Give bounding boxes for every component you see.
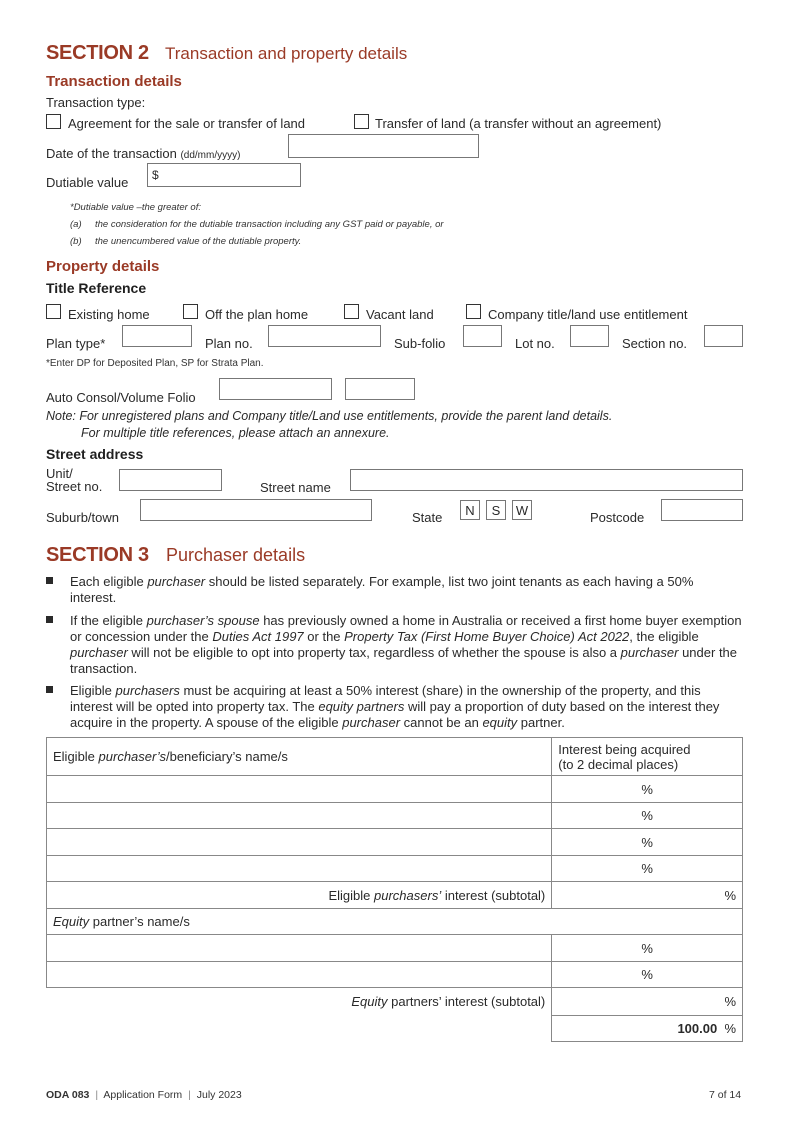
section3-title: Purchaser details	[166, 545, 306, 565]
total-value: 100.00	[677, 1021, 718, 1036]
header-interest-cell	[552, 738, 743, 776]
transaction-details-heading: Transaction details	[46, 73, 182, 90]
section3-number: SECTION 3	[46, 544, 149, 566]
transfer-label: Transfer of land (a transfer without an agreement)	[375, 116, 662, 131]
postcode-input[interactable]	[661, 499, 743, 521]
existing-home-label: Existing home	[68, 307, 150, 322]
sub-folio-label: Sub-folio	[394, 336, 446, 351]
total-cell	[552, 1016, 743, 1042]
postcode-label: Postcode	[590, 510, 645, 525]
bullet-marker	[46, 577, 53, 584]
purchaser-name-input[interactable]	[47, 856, 552, 882]
dutiable-value-input[interactable]	[147, 163, 301, 187]
state-s-box[interactable]: S	[486, 500, 506, 520]
auto-consol-label: Auto Consol/Volume Folio	[46, 390, 196, 405]
purchasers-subtotal-input[interactable]: %	[552, 882, 743, 909]
page-number: 7 of 14	[709, 1089, 742, 1101]
equity-interest-input[interactable]: %	[552, 935, 743, 962]
total-row	[47, 1016, 743, 1042]
table-header-row	[47, 738, 743, 776]
footer-form: Application Form	[103, 1089, 183, 1101]
date-input[interactable]	[288, 134, 479, 158]
company-title-checkbox[interactable]	[466, 304, 481, 319]
title-note-line2: For multiple title references, please attach an annexure.	[81, 426, 390, 440]
section-no-label: Section no.	[622, 336, 688, 351]
purchaser-name-input[interactable]	[47, 829, 552, 856]
header-interest-line1: Interest being acquired	[558, 741, 691, 757]
table-row	[47, 829, 743, 856]
volume-folio-input[interactable]	[345, 378, 415, 400]
lot-no-input[interactable]	[570, 325, 609, 347]
plan-no-input[interactable]	[268, 325, 381, 347]
header-name-cell: Eligible purchaser’s/beneficiary’s name/s	[47, 738, 552, 776]
vacant-land-label: Vacant land	[366, 307, 434, 322]
section2-number: SECTION 2	[46, 42, 149, 64]
date-label-text: Date of the transaction	[46, 146, 177, 161]
date-format: (dd/mm/yyyy)	[180, 150, 241, 161]
equity-subtotal-label: Equity partners’ interest (subtotal)	[351, 994, 546, 1010]
vacant-land-checkbox[interactable]	[344, 304, 359, 319]
purchaser-interest-input[interactable]: %	[552, 776, 743, 803]
plan-no-label: Plan no.	[205, 336, 253, 351]
off-plan-label: Off the plan home	[205, 307, 309, 322]
transaction-type-label: Transaction type:	[46, 95, 146, 110]
footer-sep-1: |	[95, 1089, 99, 1101]
bullet-text-1: Each eligible purchaser should be listed separately. For example, list two joint tenants as each having a 50% interest.	[70, 574, 694, 605]
agreement-label: Agreement for the sale or transfer of land	[68, 116, 306, 131]
equity-header-row	[47, 909, 743, 935]
subtotal-row	[47, 988, 743, 1016]
off-plan-checkbox[interactable]	[183, 304, 198, 319]
total-spacer	[47, 1016, 552, 1042]
equity-name-input[interactable]	[47, 962, 552, 988]
subtotal-row	[47, 882, 743, 909]
equity-subtotal-input[interactable]: %	[552, 988, 743, 1016]
section-no-input[interactable]	[704, 325, 743, 347]
lot-no-label: Lot no.	[515, 336, 555, 351]
table-row	[47, 935, 743, 962]
title-note-line1: Note: For unregistered plans and Company title/Land use entitlements, provide the parent land details.	[46, 409, 613, 423]
table-row	[47, 803, 743, 829]
table-row	[47, 856, 743, 882]
equity-interest-input[interactable]: %	[552, 962, 743, 988]
dollar-sign: $	[152, 168, 159, 182]
purchaser-interest-input[interactable]: %	[552, 803, 743, 829]
total-pct: %	[724, 1021, 736, 1036]
purchaser-name-input[interactable]	[47, 803, 552, 829]
suburb-label: Suburb/town	[46, 510, 119, 525]
bullet-text-2: If the eligible purchaser’s spouse has previously owned a home in Australia or received a first home buyer exemption or concession under the Duties Act 1997 or the Property Tax (First Home Buyer Choice) Act 2022, the eligible purchaser will not be eligible to opt into property tax, regardless of whether the spouse is also a purchaser under the transaction.	[70, 613, 742, 676]
equity-name-input[interactable]	[47, 935, 552, 962]
unit-input[interactable]	[119, 469, 222, 491]
transfer-checkbox[interactable]	[354, 114, 369, 129]
state-n-box[interactable]: N	[460, 500, 480, 520]
note-b: the unencumbered value of the dutiable property.	[95, 236, 302, 247]
unit-label	[46, 467, 102, 493]
property-details-heading: Property details	[46, 258, 160, 275]
bullet-text-3: Eligible purchasers must be acquiring at least a 50% interest (share) in the ownership of the property, and this interest will be opted into property tax. The equity partners will pay a proportion of duty based on the interest they acquire in the property. A spouse of the eligible purchaser cannot be an equity partner.	[70, 683, 720, 730]
equity-header-cell: Equity partner’s name/s	[47, 909, 743, 935]
street-name-label: Street name	[260, 480, 331, 495]
unit-label-line2: Street no.	[46, 479, 103, 494]
purchasers-subtotal-label: Eligible purchasers’ interest (subtotal)	[47, 882, 552, 909]
company-title-label: Company title/land use entitlement	[488, 307, 688, 322]
note-a-marker: (a)	[70, 219, 82, 230]
table-row	[47, 776, 743, 803]
street-address-heading: Street address	[46, 446, 144, 462]
state-label: State	[412, 510, 443, 525]
footer-date: July 2023	[196, 1089, 242, 1101]
title-reference-heading: Title Reference	[46, 280, 147, 296]
street-name-input[interactable]	[350, 469, 743, 491]
note-b-marker: (b)	[70, 236, 82, 247]
purchaser-interest-input[interactable]: %	[552, 829, 743, 856]
bullet-marker	[46, 616, 53, 623]
table-row	[47, 962, 743, 988]
sub-folio-input[interactable]	[463, 325, 502, 347]
dutiable-label: Dutiable value	[46, 175, 129, 190]
purchaser-table	[46, 737, 743, 1042]
plan-type-input[interactable]	[122, 325, 192, 347]
purchaser-name-input[interactable]	[47, 776, 552, 803]
section2-title: Transaction and property details	[165, 44, 408, 63]
note-a: the consideration for the dutiable transaction including any GST paid or payable, or	[95, 219, 444, 230]
suburb-input[interactable]	[140, 499, 372, 521]
footer-left	[46, 1089, 242, 1101]
plan-type-label: Plan type*	[46, 336, 106, 351]
plan-type-note: *Enter DP for Deposited Plan, SP for Strata Plan.	[46, 358, 264, 369]
existing-home-checkbox[interactable]	[46, 304, 61, 319]
purchaser-interest-input[interactable]: %	[552, 856, 743, 882]
bullet-marker	[46, 686, 53, 693]
state-w-box[interactable]: W	[512, 500, 532, 520]
agreement-checkbox[interactable]	[46, 114, 61, 129]
footer-sep-2: |	[188, 1089, 191, 1101]
auto-consol-input[interactable]	[219, 378, 332, 400]
unit-label-line1: Unit/	[46, 466, 73, 481]
footer-code: ODA 083	[46, 1089, 90, 1101]
dutiable-note-title: *Dutiable value –the greater of:	[70, 202, 201, 213]
date-label	[46, 146, 240, 161]
header-interest-line2: (to 2 decimal places)	[558, 756, 679, 772]
